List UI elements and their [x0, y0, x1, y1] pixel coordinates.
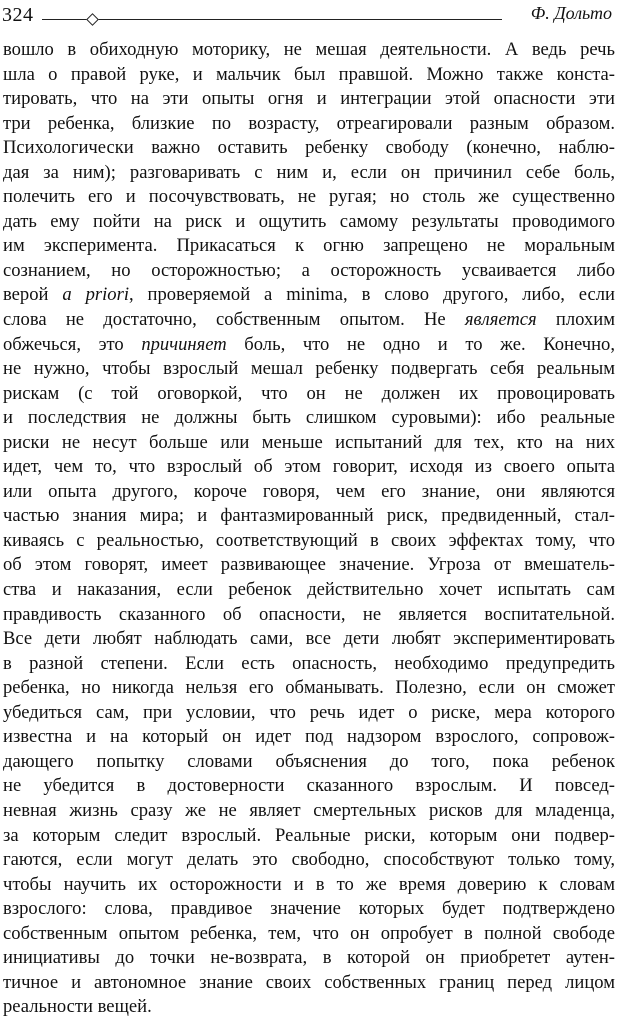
- header-rule: [42, 19, 502, 20]
- text-segment: , проверяемой a minima, в слово другого, либо, если: [129, 284, 615, 306]
- italic-term: является: [464, 309, 537, 331]
- italic-term: причиняет: [141, 333, 227, 355]
- text-line: или опыта другого, короче говоря, чем его знание, они являются: [3, 480, 615, 502]
- text-line: тировать, что на эти опыты огня и интеграции этой опасности эти: [3, 88, 615, 110]
- text-line: собственным опытом ребенка, тем, что он опробует в полной свободе: [3, 922, 615, 944]
- text-line: известна и на который он идет под надзором взрослого, сопровож-: [3, 726, 615, 748]
- text-line: не убедится в достоверности сказанного взрослым. И повсед-: [3, 775, 615, 797]
- text-line: Психологически важно оставить ребенку свободу (конечно, наблю-: [3, 137, 615, 159]
- text-line: реальности вещей.: [3, 996, 152, 1018]
- text-line: три ребенка, близкие по возрасту, отреагировали разным образом.: [3, 112, 615, 134]
- text-line: частью знания мира; и фантазмированный риск, предвиденный, стал-: [3, 505, 615, 527]
- text-line: вошло в обиходную моторику, не мешая деятельности. А ведь речь: [3, 39, 615, 60]
- text-line: идет, чем то, что взрослый об этом говорит, исходя из своего опыта: [3, 456, 615, 478]
- text-segment: слова не достаточно, собственным опытом. Не: [3, 309, 465, 331]
- text-line: [3, 333, 615, 358]
- text-line: за которым следит взрослый. Реальные риски, которым они подвер-: [3, 824, 615, 846]
- text-line: правдивость сказанного об опасности, не является воспитательной.: [3, 603, 615, 625]
- text-line: в разной степени. Если есть опасность, необходимо предупредить: [3, 652, 615, 674]
- text-segment: обжечься, это: [3, 333, 142, 355]
- text-line: дать ему пойти на риск и ощутить самому результаты проводимого: [3, 210, 615, 232]
- text-line: киваясь с реальностью, соответствующий в своих эффектах тому, что: [3, 529, 615, 551]
- text-line: ства и наказания, если ребенок действительно хочет испытать сам: [3, 579, 615, 601]
- text-line: гаются, если могут делать это свободно, способствуют только тому,: [3, 849, 615, 871]
- page-header: [0, 0, 620, 40]
- text-line: ребенка, но никогда нельзя его обманывать. Полезно, если он сможет: [3, 677, 615, 699]
- body-paragraph: [3, 38, 615, 1020]
- text-line: [3, 308, 615, 333]
- text-line: сознанием, но осторожностью; а осторожность усваивается либо: [3, 259, 615, 281]
- text-segment: боль, что не одно и то же. Конечно,: [226, 333, 615, 355]
- running-head-author: Ф. Дольто: [530, 3, 612, 23]
- text-segment: плохим: [536, 309, 615, 331]
- text-line: чтобы научить их осторожности и в то же время доверию к словам: [3, 873, 615, 895]
- text-line: рискам (с той оговоркой, что он не должен их провоцировать: [3, 382, 615, 404]
- text-line: полечить его и посочувствовать, не ругая; но столь же существенно: [3, 186, 615, 208]
- text-line: им эксперимента. Прикасаться к огню запрещено не моральным: [3, 235, 615, 257]
- text-line: Все дети любят наблюдать сами, все дети любят экспериментировать: [3, 628, 615, 650]
- text-line: невная жизнь сразу же не являет смертельных рисков для младенца,: [3, 799, 615, 821]
- text-line: не нужно, чтобы взрослый мешал ребенку подвергать себя реальным: [3, 358, 615, 380]
- text-line: убедиться сам, при условии, что речь идет о риске, мера которого: [3, 701, 615, 723]
- header-rule-ornament: [86, 13, 99, 26]
- text-line: дая за ним); разговаривать с ним и, если он причинил себе боль,: [3, 161, 615, 183]
- page-number: 324: [2, 4, 34, 26]
- text-line: тичное и автономное знание своих собственных границ перед лицом: [3, 971, 615, 993]
- text-segment: верой: [3, 284, 63, 306]
- text-line: инициативы до точки не-возврата, в которой он приобретет аутен-: [3, 947, 615, 969]
- text-line: риски не несут больше или меньше испытаний для тех, кто на них: [3, 431, 615, 453]
- text-line: шла о правой руке, и мальчик был правшой. Можно также конста-: [3, 63, 615, 85]
- text-line: взрослого: слова, правдивое значение которых будет подтверждено: [3, 898, 615, 920]
- italic-term: a priori: [62, 284, 129, 306]
- text-line: дающего попытку словами объяснения до того, пока ребенок: [3, 750, 615, 772]
- text-line: и последствия не должны быть слишком суровыми): ибо реальные: [3, 407, 615, 429]
- text-line: об этом говорят, имеет развивающее значение. Угроза от вмешатель-: [3, 554, 615, 576]
- text-line: [3, 283, 615, 308]
